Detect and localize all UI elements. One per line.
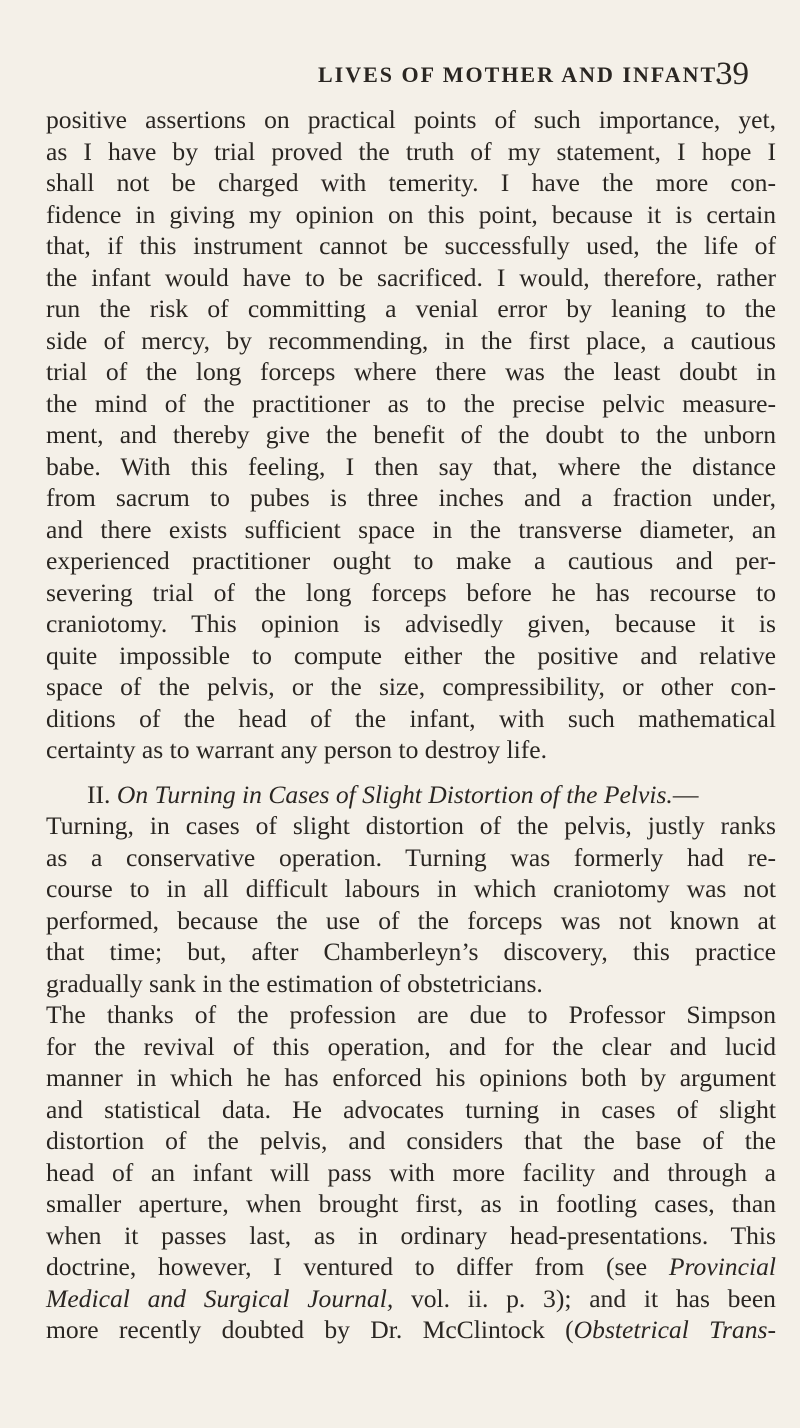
text-line: manner in which he has enforced his opinions both by argument	[46, 1063, 776, 1092]
paragraph-gap	[46, 766, 776, 779]
text-line: and statistical data. He advocates turning in cases of slight	[46, 1094, 776, 1124]
text-line: trial of the long forceps where there was the least doubt in	[46, 357, 776, 386]
reference-title: Provincial	[668, 1252, 776, 1281]
text-line: side of mercy, by recommending, in the first place, a cautious	[46, 325, 776, 355]
text-line: the infant would have to be sacrificed. I would, therefore, rather	[46, 262, 776, 292]
text-line: quite impossible to compute either the positive and relative	[46, 640, 776, 670]
text-line: that time; but, after Chamberleyn’s discovery, this practice	[46, 937, 776, 966]
text-line: course to in all difficult labours in which craniotomy was not	[46, 874, 776, 903]
text-line: for the revival of this operation, and for the clear and lucid	[46, 1031, 776, 1061]
text-line: distortion of the pelvis, and considers that the base of the	[46, 1126, 776, 1155]
paragraph-1	[46, 104, 776, 766]
text-fragment: more recently doubted by Dr. McClintock (	[46, 1315, 574, 1344]
reference-title: Medical and Surgical Journal,	[46, 1283, 394, 1313]
text-line: certainty as to warrant any person to destroy life.	[46, 735, 548, 764]
text-line: from sacrum to pubes is three inches and a fraction under,	[46, 483, 776, 512]
running-title: LIVES OF MOTHER AND INFANT.	[318, 62, 724, 87]
text-line: babe. With this feeling, I then say that, where the distance	[46, 451, 776, 481]
reference-title: Obstetrical Trans-	[573, 1315, 776, 1344]
text-line: ditions of the head of the infant, with such mathematical	[46, 703, 776, 733]
text-fragment: doctrine, however, I ventured to differ from (see	[46, 1252, 648, 1281]
text-line: as a conservative operation. Turning was formerly had re-	[46, 842, 776, 872]
text-line: Turning, in cases of slight distortion of the pelvis, justly ranks	[46, 811, 776, 840]
text-line: performed, because the use of the forceps was not known at	[46, 905, 776, 935]
heading-dash: —	[672, 779, 699, 809]
paragraph-2	[46, 779, 776, 1346]
section-heading-line	[46, 779, 776, 811]
section-heading: On Turning in Cases of Slight Distortion of the Pelvis.	[116, 779, 673, 809]
text-line: gradually sank in the estimation of obstetricians.	[46, 968, 543, 998]
running-head	[0, 56, 800, 96]
text-line: experienced practitioner ought to make a cautious and per-	[46, 546, 776, 575]
text-line: when it passes last, as in ordinary head-presentations. This	[46, 1220, 776, 1250]
text-line: smaller aperture, when brought first, as in footling cases, than	[46, 1189, 776, 1218]
page-number: 39	[716, 56, 749, 92]
text-line: shall not be charged with temerity. I have the more con-	[46, 168, 776, 197]
text-line: The thanks of the profession are due to Professor Simpson	[46, 1000, 776, 1029]
text-line-with-reference	[46, 1251, 776, 1283]
text-line: space of the pelvis, or the size, compressibility, or other con-	[46, 672, 776, 701]
text-line: that, if this instrument cannot be successfully used, the life of	[46, 231, 776, 260]
text-line-with-reference	[46, 1283, 776, 1315]
text-line-with-reference	[46, 1314, 776, 1346]
text-line: the mind of the practitioner as to the precise pelvic measure-	[46, 388, 776, 418]
section-numeral: II.	[87, 779, 111, 809]
text-line: run the risk of committing a venial error by leaning to the	[46, 294, 776, 323]
text-line: and there exists sufficient space in the transverse diameter, an	[46, 514, 776, 544]
text-line: positive assertions on practical points of such importance, yet,	[46, 105, 776, 134]
body-text	[46, 104, 776, 1346]
text-line: as I have by trial proved the truth of my statement, I hope I	[46, 136, 776, 166]
text-line: craniotomy. This opinion is advisedly given, because it is	[46, 609, 776, 638]
text-line: head of an infant will pass with more facility and through a	[46, 1157, 776, 1187]
text-line: ment, and thereby give the benefit of the doubt to the unborn	[46, 420, 776, 449]
reference-details: vol. ii. p. 3); and it has been	[410, 1283, 776, 1313]
text-line: severing trial of the long forceps before he has recourse to	[46, 577, 776, 607]
text-line: fidence in giving my opinion on this point, because it is certain	[46, 199, 776, 229]
